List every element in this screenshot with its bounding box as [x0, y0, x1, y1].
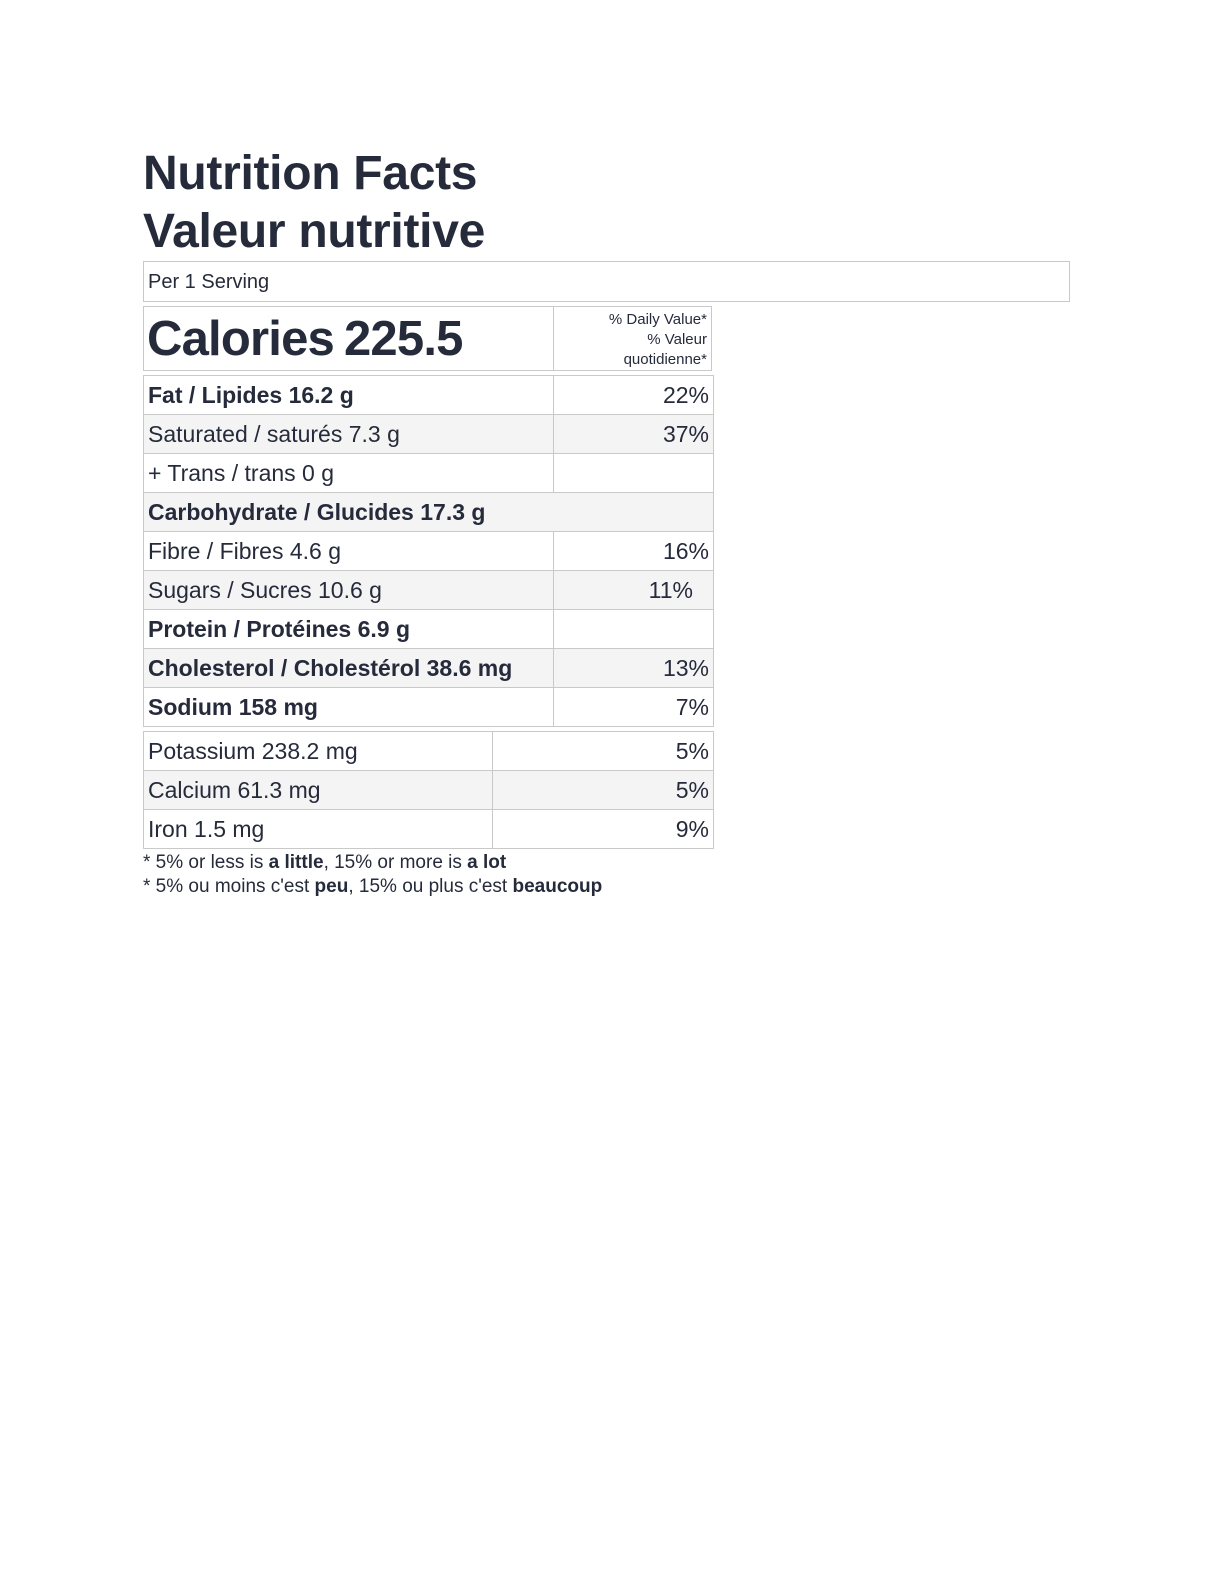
title-french: Valeur nutritive [143, 205, 485, 258]
mineral-row-potassium [144, 732, 714, 771]
daily-value-header [554, 307, 711, 370]
nutrient-row-protein [144, 610, 714, 649]
nutrient-dv: 22% [554, 376, 714, 415]
calories-cell [144, 307, 554, 370]
mineral-row-calcium [144, 771, 714, 810]
nutrients-table [143, 375, 714, 727]
mineral-dv: 9% [493, 810, 714, 849]
mineral-dv: 5% [493, 732, 714, 771]
nutrient-label: Fibre / Fibres 4.6 g [144, 532, 554, 571]
footnote-emphasis: peu [314, 876, 349, 897]
footnote [143, 851, 1071, 899]
footnote-text: * 5% or less is [143, 852, 269, 873]
nutrient-row-sodium [144, 688, 714, 727]
nutrient-row-carbohydrate [144, 493, 714, 532]
nutrient-row-saturated [144, 415, 714, 454]
serving-size: Per 1 Serving [143, 261, 1070, 302]
daily-value-header-line2: % Valeur [647, 331, 707, 348]
footnote-text: , 15% or more is [323, 852, 468, 873]
nutrient-row-fibre [144, 532, 714, 571]
nutrient-label: Sugars / Sucres 10.6 g [144, 571, 554, 610]
calories-value: 225.5 [343, 311, 463, 366]
nutrition-label [143, 145, 1071, 899]
mineral-label: Calcium 61.3 mg [144, 771, 493, 810]
nutrient-dv: 37% [554, 415, 714, 454]
nutrient-row-fat [144, 376, 714, 415]
footnote-english [143, 851, 1071, 875]
nutrient-dv: 7% [554, 688, 714, 727]
nutrient-label: Sodium 158 mg [144, 688, 554, 727]
footnote-emphasis: beaucoup [512, 876, 603, 897]
mineral-row-iron [144, 810, 714, 849]
nutrient-row-sugars [144, 571, 714, 610]
mineral-label: Iron 1.5 mg [144, 810, 493, 849]
footnote-text: * 5% ou moins c'est [143, 876, 315, 897]
footnote-text: , 15% ou plus c'est [348, 876, 513, 897]
footnote-french [143, 875, 1071, 899]
footnote-emphasis: a lot [467, 852, 507, 873]
nutrient-label: Protein / Protéines 6.9 g [144, 610, 554, 649]
nutrient-label: + Trans / trans 0 g [144, 454, 554, 493]
nutrient-dv: 16% [554, 532, 714, 571]
nutrient-label: Saturated / saturés 7.3 g [144, 415, 554, 454]
calories-row [143, 306, 712, 371]
nutrient-label: Cholesterol / Cholestérol 38.6 mg [144, 649, 554, 688]
nutrient-dv [554, 610, 714, 649]
nutrient-row-trans [144, 454, 714, 493]
calories-label: Calories [147, 311, 334, 366]
nutrient-label: Fat / Lipides 16.2 g [144, 376, 554, 415]
daily-value-header-line3: quotidienne* [623, 351, 707, 368]
nutrient-row-cholesterol [144, 649, 714, 688]
nutrient-dv [554, 454, 714, 493]
mineral-label: Potassium 238.2 mg [144, 732, 493, 771]
title-english: Nutrition Facts [143, 147, 478, 200]
daily-value-header-line1: % Daily Value* [608, 311, 707, 328]
minerals-table [143, 731, 714, 849]
nutrient-label: Carbohydrate / Glucides 17.3 g [144, 493, 714, 532]
nutrient-dv: 11% [554, 571, 714, 610]
mineral-dv: 5% [493, 771, 714, 810]
nutrient-dv: 13% [554, 649, 714, 688]
footnote-emphasis: a little [268, 852, 324, 873]
